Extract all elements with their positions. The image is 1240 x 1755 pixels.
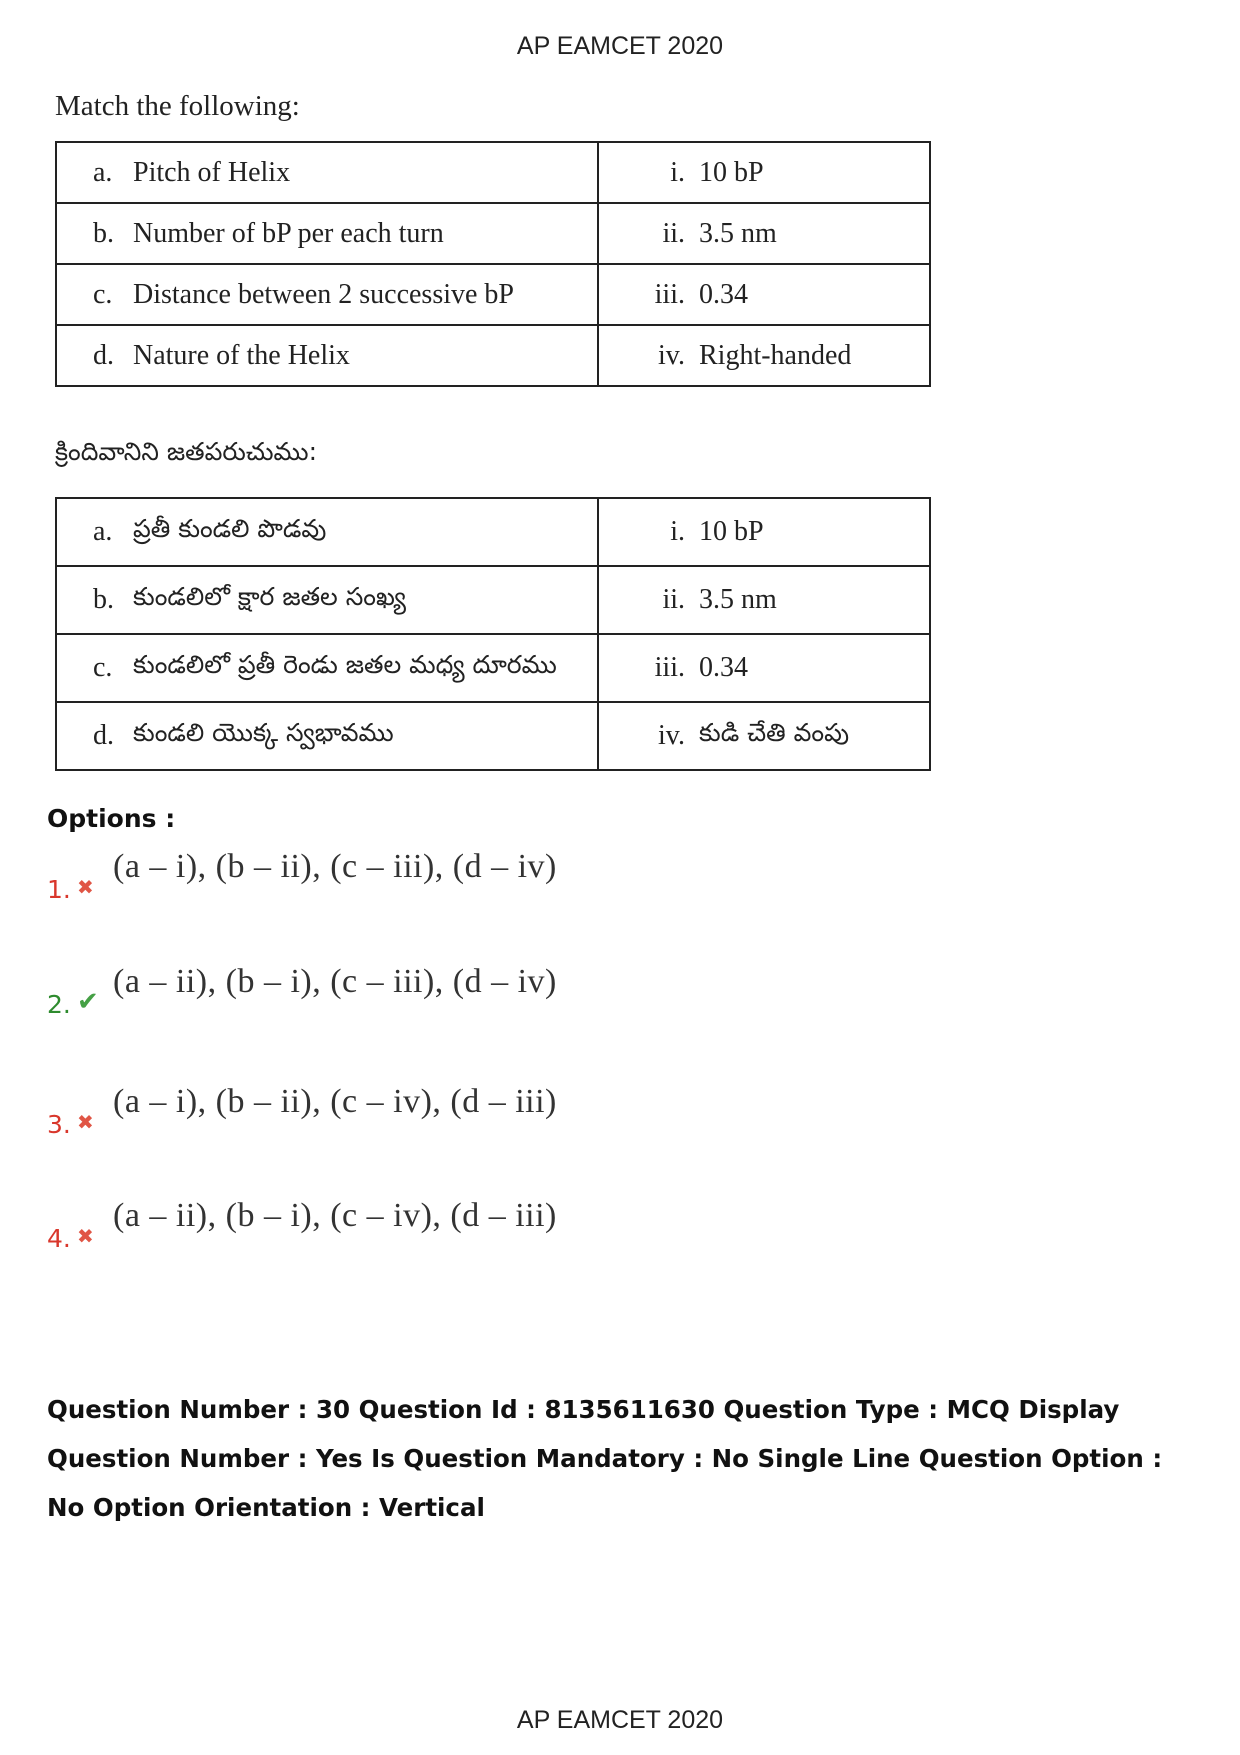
- cross-icon: ✖: [77, 877, 94, 899]
- option-3[interactable]: [47, 1083, 747, 1143]
- row-roman: ii.: [662, 217, 685, 249]
- option-text: (a – i), (b – ii), (c – iii), (d – iv): [113, 848, 557, 885]
- options-title: Options :: [47, 804, 176, 833]
- table-row: [56, 203, 930, 264]
- option-text: (a – i), (b – ii), (c – iv), (d – iii): [113, 1083, 557, 1120]
- option-number: 1.: [47, 875, 71, 904]
- option-number: 2.: [47, 990, 71, 1019]
- table-row: [56, 498, 930, 566]
- row-roman: iv.: [658, 720, 685, 751]
- row-term: కుండలి యొక్క స్వభావము: [133, 718, 394, 747]
- match-heading-telugu: క్రిందివానిని జతపరుచుము:: [55, 437, 317, 466]
- row-term: కుండలిలో ప్రతీ రెండు జతల మధ్య దూరము: [133, 650, 557, 679]
- table-row: [56, 325, 930, 386]
- match-heading-english: Match the following:: [55, 90, 300, 122]
- row-letter: c.: [93, 652, 113, 683]
- row-letter: a.: [93, 156, 113, 188]
- option-text: (a – ii), (b – i), (c – iv), (d – iii): [113, 1197, 557, 1234]
- row-roman: iii.: [654, 652, 685, 683]
- row-match: 10 bP: [699, 156, 764, 188]
- row-roman: i.: [670, 516, 685, 547]
- row-letter: d.: [93, 339, 114, 371]
- row-letter: d.: [93, 720, 114, 751]
- table-row: [56, 142, 930, 203]
- check-icon: ✔: [77, 986, 99, 1016]
- row-term: Distance between 2 successive bP: [133, 278, 514, 310]
- option-2[interactable]: [47, 963, 747, 1023]
- row-roman: iv.: [658, 339, 685, 371]
- row-match: 3.5 nm: [699, 217, 777, 249]
- match-table-english: [55, 141, 931, 387]
- page-footer: AP EAMCET 2020: [516, 1706, 724, 1734]
- row-letter: a.: [93, 516, 113, 547]
- row-match: 0.34: [699, 652, 748, 683]
- row-term: కుండలిలో క్షార జతల సంఖ్య: [133, 582, 406, 611]
- row-term: ప్రతీ కుండలి పొడవు: [133, 514, 327, 543]
- option-4[interactable]: [47, 1197, 747, 1257]
- option-number: 4.: [47, 1224, 71, 1253]
- table-row: [56, 702, 930, 770]
- option-1[interactable]: [47, 848, 747, 908]
- cross-icon: ✖: [77, 1226, 94, 1248]
- row-match: 3.5 nm: [699, 584, 777, 615]
- row-roman: i.: [670, 156, 685, 188]
- cross-icon: ✖: [77, 1112, 94, 1134]
- row-letter: c.: [93, 278, 113, 310]
- match-table-telugu: [55, 497, 931, 771]
- row-match: కుడి చేతి వంపు: [699, 718, 850, 747]
- row-roman: ii.: [662, 584, 685, 615]
- question-metadata: Question Number : 30 Question Id : 8135611630 Question Type : MCQ Display Question Number : Yes Is Question Mandatory : No Single Line Question Option : No Option Orientation : Vertical: [47, 1395, 1163, 1522]
- table-row: [56, 634, 930, 702]
- table-row: [56, 264, 930, 325]
- row-term: Pitch of Helix: [133, 156, 291, 188]
- row-match: 10 bP: [699, 516, 764, 547]
- row-roman: iii.: [654, 278, 685, 310]
- row-term: Nature of the Helix: [133, 339, 350, 371]
- row-letter: b.: [93, 584, 114, 615]
- row-letter: b.: [93, 217, 114, 249]
- option-text: (a – ii), (b – i), (c – iii), (d – iv): [113, 963, 557, 1000]
- row-match: Right-handed: [699, 339, 852, 371]
- row-term: Number of bP per each turn: [133, 217, 444, 249]
- page-header: AP EAMCET 2020: [516, 32, 724, 60]
- row-match: 0.34: [699, 278, 748, 310]
- table-row: [56, 566, 930, 634]
- option-number: 3.: [47, 1110, 71, 1139]
